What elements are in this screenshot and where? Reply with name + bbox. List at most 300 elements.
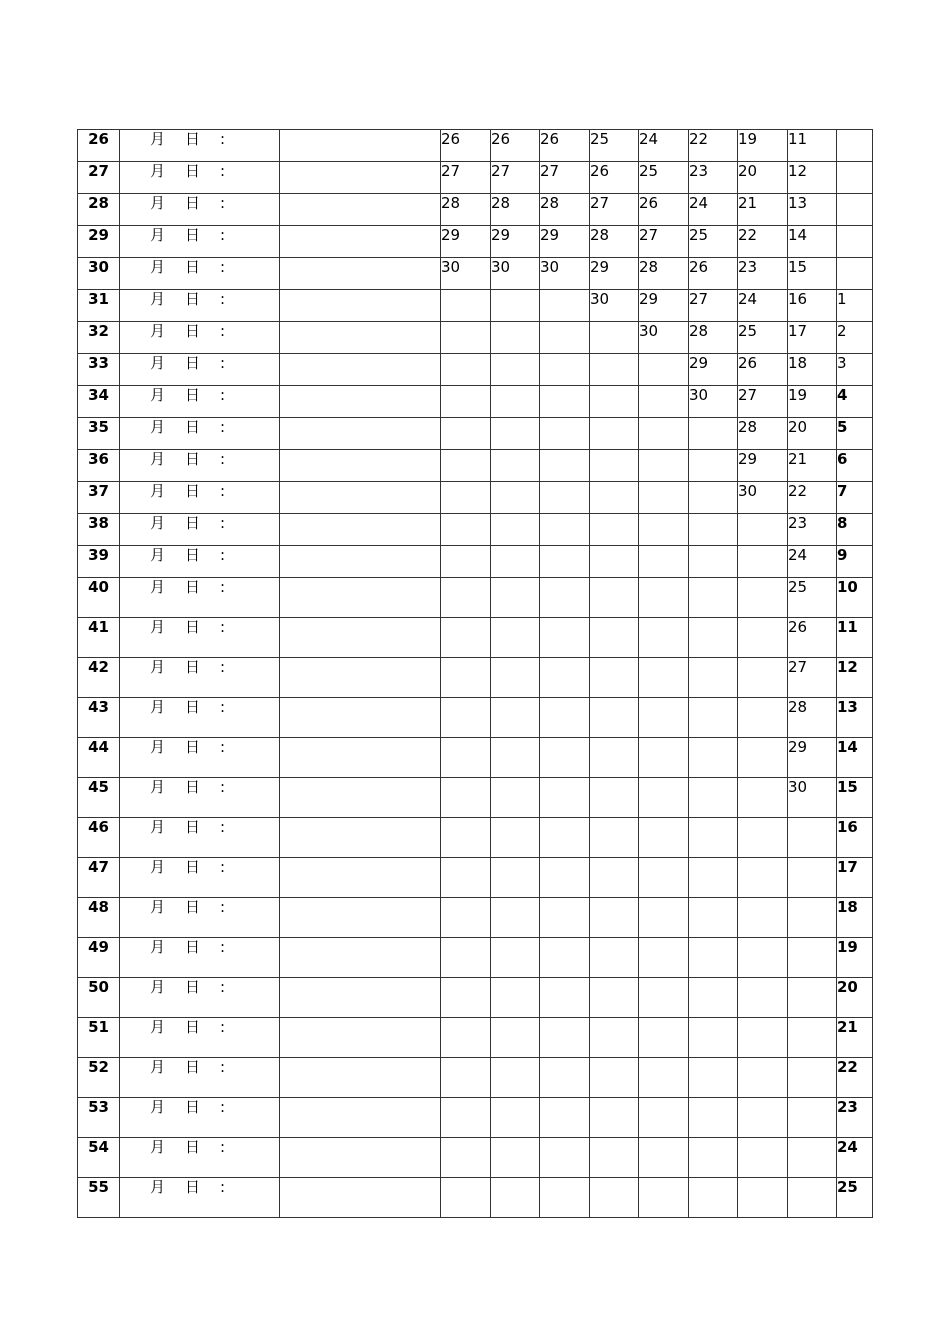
date-field — [120, 258, 280, 290]
colon-label: : — [220, 162, 226, 180]
row-number: 27 — [78, 162, 120, 194]
day-cell — [590, 938, 639, 978]
day-count-cell: 2 — [837, 322, 873, 354]
day-count-cell: 23 — [837, 1098, 873, 1138]
day-cell — [738, 1138, 788, 1178]
entry-cell — [280, 938, 441, 978]
day-count-table — [77, 129, 873, 1218]
day-cell — [788, 818, 837, 858]
day-cell — [639, 978, 689, 1018]
date-field — [120, 290, 280, 322]
day-cell: 28 — [441, 194, 491, 226]
day-cell — [590, 546, 639, 578]
row-number: 34 — [78, 386, 120, 418]
day-cell — [788, 1138, 837, 1178]
day-cell — [738, 618, 788, 658]
day-cell — [540, 322, 590, 354]
day-cell — [590, 354, 639, 386]
day-cell: 30 — [788, 778, 837, 818]
day-label: 日 — [185, 1018, 201, 1036]
day-cell: 22 — [689, 130, 738, 162]
day-label: 日 — [185, 482, 201, 500]
day-cell — [441, 546, 491, 578]
day-label: 日 — [185, 898, 201, 916]
day-count-cell: 21 — [837, 1018, 873, 1058]
day-cell — [639, 386, 689, 418]
day-cell: 28 — [590, 226, 639, 258]
colon-label: : — [220, 482, 226, 500]
day-cell — [738, 938, 788, 978]
day-cell — [788, 938, 837, 978]
day-cell: 22 — [788, 482, 837, 514]
day-cell — [540, 698, 590, 738]
day-count-cell: 13 — [837, 698, 873, 738]
day-cell — [738, 778, 788, 818]
day-cell — [441, 578, 491, 618]
day-cell — [590, 978, 639, 1018]
day-cell — [441, 1178, 491, 1218]
month-label: 月 — [150, 1098, 166, 1116]
colon-label: : — [220, 938, 226, 956]
day-cell — [639, 738, 689, 778]
day-cell — [689, 858, 738, 898]
row-number: 38 — [78, 514, 120, 546]
month-label: 月 — [150, 778, 166, 796]
entry-cell — [280, 898, 441, 938]
entry-cell — [280, 418, 441, 450]
entry-cell — [280, 322, 441, 354]
day-cell — [639, 514, 689, 546]
day-cell — [738, 978, 788, 1018]
day-cell: 28 — [639, 258, 689, 290]
day-cell — [540, 858, 590, 898]
day-cell — [639, 450, 689, 482]
table-row — [78, 130, 873, 162]
date-field — [120, 1138, 280, 1178]
date-field — [120, 658, 280, 698]
day-cell — [639, 1178, 689, 1218]
day-cell — [689, 1018, 738, 1058]
day-cell: 24 — [689, 194, 738, 226]
month-label: 月 — [150, 1058, 166, 1076]
day-cell — [441, 898, 491, 938]
colon-label: : — [220, 978, 226, 996]
entry-cell — [280, 1058, 441, 1098]
table-body — [78, 130, 873, 1218]
row-number: 33 — [78, 354, 120, 386]
day-cell — [540, 1138, 590, 1178]
colon-label: : — [220, 618, 226, 636]
table-row — [78, 354, 873, 386]
day-label: 日 — [185, 258, 201, 276]
day-cell: 27 — [540, 162, 590, 194]
day-cell — [540, 658, 590, 698]
day-cell — [639, 858, 689, 898]
month-label: 月 — [150, 698, 166, 716]
day-cell — [590, 578, 639, 618]
entry-cell — [280, 738, 441, 778]
day-cell — [540, 514, 590, 546]
day-cell — [639, 418, 689, 450]
day-cell: 15 — [788, 258, 837, 290]
day-cell — [639, 354, 689, 386]
month-label: 月 — [150, 578, 166, 596]
day-cell — [689, 450, 738, 482]
date-field — [120, 858, 280, 898]
day-cell — [689, 698, 738, 738]
date-field — [120, 778, 280, 818]
day-cell — [540, 618, 590, 658]
day-cell — [540, 418, 590, 450]
day-cell — [491, 354, 540, 386]
day-cell — [491, 482, 540, 514]
day-cell — [788, 1018, 837, 1058]
day-cell: 28 — [738, 418, 788, 450]
day-cell: 26 — [689, 258, 738, 290]
day-cell: 21 — [788, 450, 837, 482]
day-cell — [590, 738, 639, 778]
day-cell — [639, 938, 689, 978]
day-cell: 27 — [788, 658, 837, 698]
day-cell: 27 — [590, 194, 639, 226]
day-cell — [441, 1098, 491, 1138]
entry-cell — [280, 1138, 441, 1178]
day-cell — [738, 514, 788, 546]
entry-cell — [280, 258, 441, 290]
day-cell — [689, 818, 738, 858]
day-cell — [491, 1138, 540, 1178]
table-row — [78, 618, 873, 658]
day-cell: 27 — [689, 290, 738, 322]
day-count-cell: 17 — [837, 858, 873, 898]
table-row — [78, 482, 873, 514]
row-number: 46 — [78, 818, 120, 858]
day-cell — [590, 1018, 639, 1058]
date-field — [120, 194, 280, 226]
month-label: 月 — [150, 658, 166, 676]
day-label: 日 — [185, 1058, 201, 1076]
table-row — [78, 1138, 873, 1178]
day-cell — [441, 386, 491, 418]
date-field — [120, 322, 280, 354]
day-count-cell: 4 — [837, 386, 873, 418]
day-cell — [441, 1138, 491, 1178]
day-cell — [590, 450, 639, 482]
date-field — [120, 482, 280, 514]
colon-label: : — [220, 1138, 226, 1156]
row-number: 52 — [78, 1058, 120, 1098]
day-cell: 26 — [639, 194, 689, 226]
day-cell: 27 — [738, 386, 788, 418]
table-row — [78, 258, 873, 290]
day-cell: 19 — [788, 386, 837, 418]
day-cell — [540, 386, 590, 418]
row-number: 30 — [78, 258, 120, 290]
date-field — [120, 354, 280, 386]
colon-label: : — [220, 1058, 226, 1076]
day-cell — [441, 290, 491, 322]
day-label: 日 — [185, 162, 201, 180]
day-cell — [639, 1058, 689, 1098]
day-cell — [590, 1178, 639, 1218]
colon-label: : — [220, 858, 226, 876]
day-cell — [788, 858, 837, 898]
date-field — [120, 698, 280, 738]
colon-label: : — [220, 1018, 226, 1036]
month-label: 月 — [150, 1178, 166, 1196]
day-cell: 27 — [639, 226, 689, 258]
date-field — [120, 546, 280, 578]
day-cell — [639, 818, 689, 858]
day-cell — [639, 898, 689, 938]
day-cell — [639, 778, 689, 818]
entry-cell — [280, 1018, 441, 1058]
day-cell — [491, 1018, 540, 1058]
day-cell — [689, 1178, 738, 1218]
day-cell — [491, 738, 540, 778]
day-cell — [738, 1098, 788, 1138]
day-cell — [540, 450, 590, 482]
entry-cell — [280, 194, 441, 226]
table-row — [78, 514, 873, 546]
day-cell: 21 — [738, 194, 788, 226]
colon-label: : — [220, 1098, 226, 1116]
month-label: 月 — [150, 258, 166, 276]
day-cell — [590, 322, 639, 354]
entry-cell — [280, 226, 441, 258]
day-cell — [491, 978, 540, 1018]
day-cell — [540, 738, 590, 778]
colon-label: : — [220, 578, 226, 596]
day-cell — [639, 618, 689, 658]
day-cell — [441, 818, 491, 858]
date-field — [120, 1098, 280, 1138]
entry-cell — [280, 618, 441, 658]
day-cell: 29 — [491, 226, 540, 258]
row-number: 43 — [78, 698, 120, 738]
day-cell — [540, 1058, 590, 1098]
day-cell: 16 — [788, 290, 837, 322]
day-cell — [441, 514, 491, 546]
table-row — [78, 418, 873, 450]
day-count-cell: 9 — [837, 546, 873, 578]
day-cell: 27 — [491, 162, 540, 194]
day-cell — [738, 858, 788, 898]
day-label: 日 — [185, 658, 201, 676]
date-field — [120, 1058, 280, 1098]
day-cell — [689, 1058, 738, 1098]
day-cell: 20 — [738, 162, 788, 194]
month-label: 月 — [150, 226, 166, 244]
row-number: 32 — [78, 322, 120, 354]
date-field — [120, 514, 280, 546]
day-cell: 25 — [639, 162, 689, 194]
day-cell — [689, 898, 738, 938]
month-label: 月 — [150, 386, 166, 404]
day-cell — [441, 658, 491, 698]
day-cell: 27 — [441, 162, 491, 194]
table-row — [78, 698, 873, 738]
day-cell: 25 — [689, 226, 738, 258]
day-count-cell: 25 — [837, 1178, 873, 1218]
day-cell — [540, 1178, 590, 1218]
day-cell — [689, 578, 738, 618]
colon-label: : — [220, 130, 226, 148]
colon-label: : — [220, 386, 226, 404]
date-field — [120, 418, 280, 450]
row-number: 29 — [78, 226, 120, 258]
day-cell — [441, 778, 491, 818]
day-cell — [540, 546, 590, 578]
day-cell: 29 — [441, 226, 491, 258]
day-cell — [590, 514, 639, 546]
day-label: 日 — [185, 546, 201, 564]
day-count-cell — [837, 130, 873, 162]
day-cell — [491, 450, 540, 482]
table-row — [78, 898, 873, 938]
day-cell — [689, 418, 738, 450]
day-cell: 29 — [540, 226, 590, 258]
day-cell — [540, 938, 590, 978]
month-label: 月 — [150, 194, 166, 212]
day-cell: 25 — [788, 578, 837, 618]
day-cell — [491, 898, 540, 938]
day-cell: 29 — [738, 450, 788, 482]
table-row — [78, 778, 873, 818]
day-cell — [590, 658, 639, 698]
row-number: 51 — [78, 1018, 120, 1058]
colon-label: : — [220, 322, 226, 340]
colon-label: : — [220, 418, 226, 436]
day-label: 日 — [185, 1098, 201, 1116]
colon-label: : — [220, 898, 226, 916]
entry-cell — [280, 1098, 441, 1138]
table-row — [78, 1018, 873, 1058]
day-label: 日 — [185, 290, 201, 308]
row-number: 45 — [78, 778, 120, 818]
day-cell — [590, 898, 639, 938]
month-label: 月 — [150, 1138, 166, 1156]
date-field — [120, 578, 280, 618]
day-count-cell: 15 — [837, 778, 873, 818]
day-label: 日 — [185, 698, 201, 716]
day-cell: 30 — [689, 386, 738, 418]
day-cell: 29 — [590, 258, 639, 290]
day-cell: 29 — [788, 738, 837, 778]
day-label: 日 — [185, 618, 201, 636]
day-count-cell: 5 — [837, 418, 873, 450]
day-cell — [491, 578, 540, 618]
table-row — [78, 858, 873, 898]
day-cell — [441, 738, 491, 778]
day-cell — [689, 978, 738, 1018]
day-cell — [491, 418, 540, 450]
day-cell — [491, 514, 540, 546]
row-number: 41 — [78, 618, 120, 658]
day-label: 日 — [185, 578, 201, 596]
day-cell — [441, 322, 491, 354]
day-cell — [590, 698, 639, 738]
date-field — [120, 618, 280, 658]
entry-cell — [280, 130, 441, 162]
entry-cell — [280, 818, 441, 858]
day-cell — [689, 658, 738, 698]
month-label: 月 — [150, 482, 166, 500]
day-cell — [788, 1058, 837, 1098]
colon-label: : — [220, 450, 226, 468]
entry-cell — [280, 386, 441, 418]
table-row — [78, 450, 873, 482]
day-cell — [540, 354, 590, 386]
row-number: 37 — [78, 482, 120, 514]
day-cell — [738, 1058, 788, 1098]
row-number: 35 — [78, 418, 120, 450]
day-cell — [738, 898, 788, 938]
day-cell — [788, 898, 837, 938]
day-cell — [590, 818, 639, 858]
month-label: 月 — [150, 938, 166, 956]
day-cell — [639, 1018, 689, 1058]
day-cell: 26 — [441, 130, 491, 162]
day-cell — [689, 482, 738, 514]
colon-label: : — [220, 738, 226, 756]
day-cell — [689, 514, 738, 546]
month-label: 月 — [150, 130, 166, 148]
day-cell — [441, 698, 491, 738]
day-cell — [491, 1178, 540, 1218]
day-label: 日 — [185, 938, 201, 956]
colon-label: : — [220, 226, 226, 244]
day-cell: 18 — [788, 354, 837, 386]
day-cell — [491, 322, 540, 354]
day-label: 日 — [185, 778, 201, 796]
day-cell — [788, 1178, 837, 1218]
day-label: 日 — [185, 386, 201, 404]
day-count-cell: 7 — [837, 482, 873, 514]
row-number: 47 — [78, 858, 120, 898]
day-cell — [590, 1058, 639, 1098]
day-cell — [689, 1138, 738, 1178]
entry-cell — [280, 658, 441, 698]
day-count-cell: 8 — [837, 514, 873, 546]
row-number: 53 — [78, 1098, 120, 1138]
colon-label: : — [220, 698, 226, 716]
day-cell — [689, 1098, 738, 1138]
day-count-cell: 22 — [837, 1058, 873, 1098]
day-cell — [639, 698, 689, 738]
day-cell — [590, 1098, 639, 1138]
day-cell — [639, 546, 689, 578]
day-cell: 28 — [689, 322, 738, 354]
day-cell — [738, 698, 788, 738]
row-number: 49 — [78, 938, 120, 978]
day-cell — [689, 738, 738, 778]
day-cell: 13 — [788, 194, 837, 226]
day-cell — [738, 1178, 788, 1218]
day-cell: 26 — [540, 130, 590, 162]
day-cell: 24 — [788, 546, 837, 578]
day-cell — [491, 658, 540, 698]
entry-cell — [280, 162, 441, 194]
day-cell — [491, 818, 540, 858]
day-cell — [738, 578, 788, 618]
day-cell — [590, 418, 639, 450]
entry-cell — [280, 1178, 441, 1218]
row-number: 55 — [78, 1178, 120, 1218]
table-row — [78, 290, 873, 322]
month-label: 月 — [150, 618, 166, 636]
day-cell — [738, 1018, 788, 1058]
